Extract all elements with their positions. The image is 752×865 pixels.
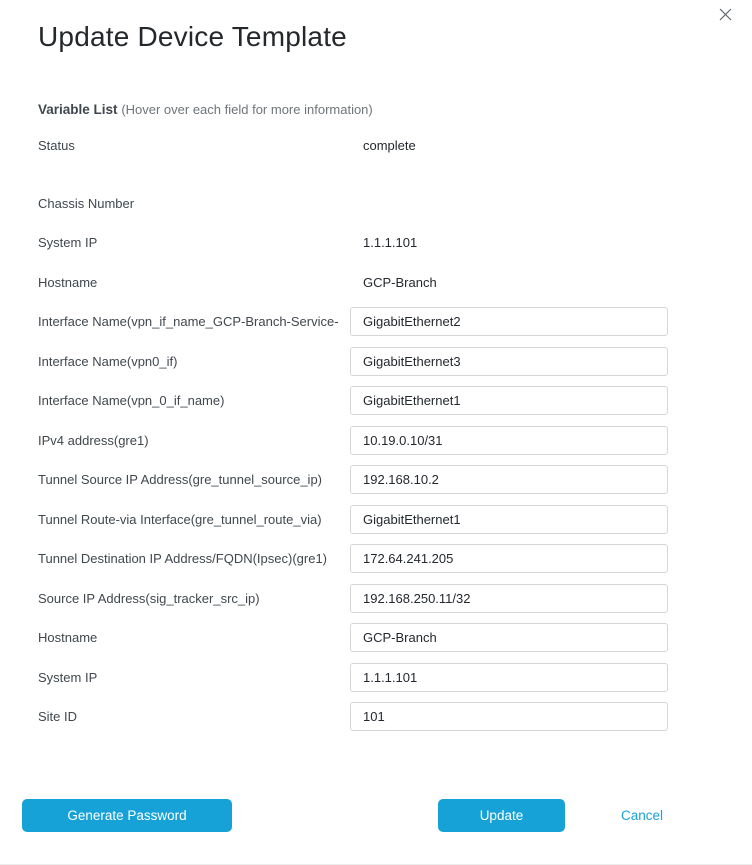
input-sig-tracker-src-ip[interactable] xyxy=(350,584,668,613)
variable-row-hostname xyxy=(0,618,752,658)
variable-row-vpn0-if xyxy=(0,342,752,382)
close-icon[interactable] xyxy=(717,6,733,22)
variable-row-gre1-ipv4 xyxy=(0,421,752,461)
status-value: complete xyxy=(363,138,416,154)
variable-list-hint: (Hover over each field for more information) xyxy=(121,102,373,117)
input-hostname[interactable] xyxy=(350,623,668,652)
field-label: Tunnel Destination IP Address/FQDN(Ipsec)(gre1) xyxy=(38,551,328,567)
readonly-row-chassis-number xyxy=(0,184,752,224)
generate-password-button[interactable]: Generate Password xyxy=(22,799,232,832)
variable-row-site-id xyxy=(0,697,752,737)
field-label: Hostname xyxy=(38,630,98,646)
variable-row-tunnel-destination xyxy=(0,539,752,579)
variable-row-sig-tracker-src-ip xyxy=(0,579,752,619)
variable-row-interface-name-service xyxy=(0,302,752,342)
field-label: IPv4 address(gre1) xyxy=(38,432,149,448)
variable-list-heading xyxy=(38,102,752,117)
cancel-button[interactable]: Cancel xyxy=(620,807,663,823)
variable-row-tunnel-route-via xyxy=(0,500,752,540)
input-gre1-tunnel-destination[interactable] xyxy=(350,544,668,573)
variable-row-vpn-0-if-name xyxy=(0,381,752,421)
input-vpn0-if[interactable] xyxy=(350,347,668,376)
readonly-row-hostname xyxy=(0,263,752,303)
input-system-ip[interactable] xyxy=(350,663,668,692)
input-vpn-if-name-gcp-branch-service[interactable] xyxy=(350,307,668,336)
field-label: Interface Name(vpn_if_name_GCP-Branch-Service- xyxy=(38,314,339,330)
readonly-row-system-ip xyxy=(0,223,752,263)
field-label: Chassis Number xyxy=(38,195,135,211)
dialog-footer xyxy=(0,799,752,832)
variable-rows xyxy=(0,126,752,737)
hostname-value: GCP-Branch xyxy=(363,274,437,290)
field-label: Site ID xyxy=(38,709,78,725)
field-label: Tunnel Source IP Address(gre_tunnel_source_ip) xyxy=(38,472,323,488)
variable-list-title: Variable List xyxy=(38,102,118,117)
input-gre-tunnel-route-via[interactable] xyxy=(350,505,668,534)
variable-row-system-ip xyxy=(0,658,752,698)
readonly-row-status xyxy=(0,126,752,166)
variable-row-tunnel-source-ip xyxy=(0,460,752,500)
field-label: Source IP Address(sig_tracker_src_ip) xyxy=(38,590,260,606)
field-label: Interface Name(vpn0_if) xyxy=(38,353,178,369)
input-gre-tunnel-source-ip[interactable] xyxy=(350,465,668,494)
field-label: System IP xyxy=(38,669,98,685)
input-vpn-0-if-name[interactable] xyxy=(350,386,668,415)
update-button[interactable]: Update xyxy=(438,799,565,832)
input-gre1-ipv4-address[interactable] xyxy=(350,426,668,455)
field-label: Tunnel Route-via Interface(gre_tunnel_route_via) xyxy=(38,511,322,527)
close-x-glyph xyxy=(719,8,732,21)
input-site-id[interactable] xyxy=(350,702,668,731)
field-label: Hostname xyxy=(38,274,98,290)
field-label: System IP xyxy=(38,235,98,251)
field-label: Status xyxy=(38,138,75,154)
system-ip-value: 1.1.1.101 xyxy=(363,235,418,251)
dialog-title: Update Device Template xyxy=(38,21,347,52)
field-label: Interface Name(vpn_0_if_name) xyxy=(38,393,225,409)
